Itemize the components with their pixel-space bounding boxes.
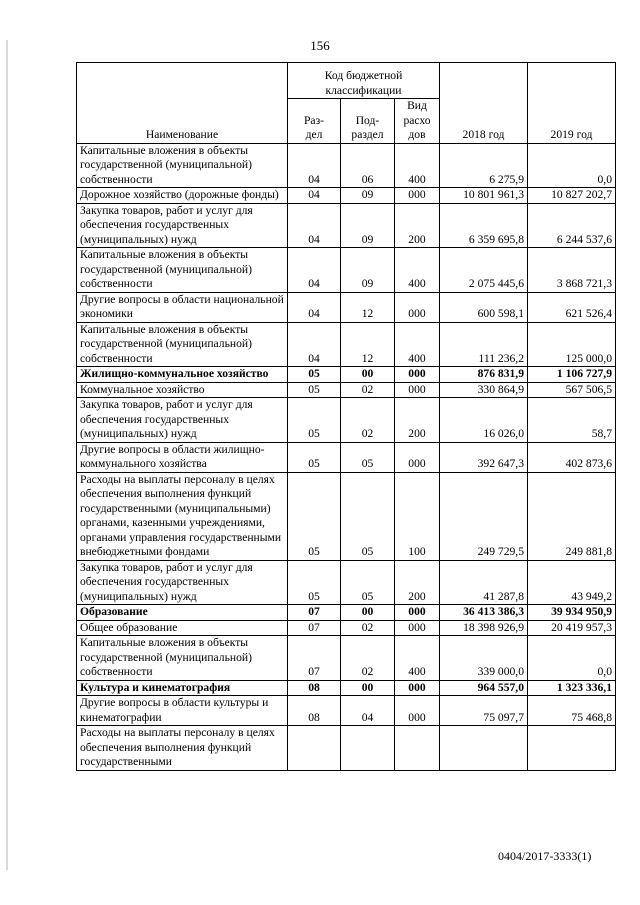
header-code-group: Код бюджетной классификации [288,63,440,99]
row-2018-value-cell: 392 647,3 [440,442,528,472]
row-name-cell: Капитальные вложения в объекты государственной (муниципальной) собственности [77,143,288,188]
row-subsection-cell: 04 [341,696,395,726]
row-subsection-cell: 05 [341,560,395,605]
row-name-cell: Культура и кинематография [77,680,288,696]
row-expense-type-cell: 000 [395,292,440,322]
row-name-cell: Капитальные вложения в объекты государственной (муниципальной) собственности [77,636,288,681]
row-2019-value-cell: 0,0 [528,636,616,681]
row-section-cell: 04 [288,203,341,248]
row-subsection-cell: 00 [341,605,395,621]
table-row [77,442,616,472]
row-2019-value-cell: 567 506,5 [528,382,616,398]
table-row [77,605,616,621]
row-name-cell: Капитальные вложения в объекты государственной (муниципальной) собственности [77,322,288,367]
row-name-cell: Образование [77,605,288,621]
row-2018-value-cell: 36 413 386,3 [440,605,528,621]
row-expense-type-cell: 400 [395,143,440,188]
row-expense-type-cell [395,726,440,771]
row-section-cell: 05 [288,442,341,472]
table-row [77,188,616,204]
row-section-cell: 04 [288,143,341,188]
row-2019-value-cell: 621 526,4 [528,292,616,322]
row-2019-value-cell: 3 868 721,3 [528,248,616,293]
row-name-cell: Коммунальное хозяйство [77,382,288,398]
table-row [77,472,616,560]
row-2019-value-cell: 20 419 957,3 [528,620,616,636]
row-2018-value-cell: 6 275,9 [440,143,528,188]
row-name-cell: Другие вопросы в области национальной экономики [77,292,288,322]
scan-edge-mark [6,40,8,870]
row-section-cell: 05 [288,398,341,443]
row-2018-value-cell: 2 075 445,6 [440,248,528,293]
row-expense-type-cell: 400 [395,248,440,293]
header-year-2019: 2019 год [528,63,616,144]
table-row [77,398,616,443]
row-expense-type-cell: 200 [395,398,440,443]
row-subsection-cell: 09 [341,203,395,248]
header-section: Раз- дел [288,99,341,144]
row-subsection-cell: 00 [341,367,395,383]
table-row [77,620,616,636]
row-name-cell: Закупка товаров, работ и услуг для обеспечения государственных (муниципальных) нужд [77,203,288,248]
row-2019-value-cell: 39 934 950,9 [528,605,616,621]
row-section-cell: 07 [288,636,341,681]
row-subsection-cell: 06 [341,143,395,188]
row-2018-value-cell: 41 287,8 [440,560,528,605]
row-expense-type-cell: 000 [395,680,440,696]
budget-table [76,62,616,771]
row-2018-value-cell: 111 236,2 [440,322,528,367]
table-row [77,248,616,293]
row-expense-type-cell: 000 [395,605,440,621]
row-name-cell: Другие вопросы в области культуры и кинематографии [77,696,288,726]
row-subsection-cell: 12 [341,292,395,322]
row-2019-value-cell: 43 949,2 [528,560,616,605]
document-code: 0404/2017-3333(1) [498,849,592,863]
row-2019-value-cell: 1 106 727,9 [528,367,616,383]
row-subsection-cell: 05 [341,472,395,560]
table-row [77,382,616,398]
row-name-cell: Расходы на выплаты персоналу в целях обеспечения выполнения функций государственными (муниципальными) органами, казенными учреждениями, органами управления государственными внебюджетными фондами [77,472,288,560]
row-2019-value-cell: 125 000,0 [528,322,616,367]
row-section-cell: 05 [288,472,341,560]
row-section-cell: 05 [288,367,341,383]
table-row [77,322,616,367]
row-section-cell [288,726,341,771]
row-section-cell: 04 [288,292,341,322]
row-2018-value-cell: 249 729,5 [440,472,528,560]
row-2018-value-cell: 876 831,9 [440,367,528,383]
header-name: Наименование [77,63,288,144]
row-subsection-cell: 05 [341,442,395,472]
table-row [77,680,616,696]
table-row [77,726,616,771]
table-row [77,143,616,188]
row-2019-value-cell: 0,0 [528,143,616,188]
row-2018-value-cell: 600 598,1 [440,292,528,322]
row-section-cell: 07 [288,605,341,621]
row-2018-value-cell: 339 000,0 [440,636,528,681]
table-row [77,203,616,248]
row-section-cell: 07 [288,620,341,636]
row-expense-type-cell: 100 [395,472,440,560]
row-2019-value-cell: 10 827 202,7 [528,188,616,204]
row-2018-value-cell: 10 801 961,3 [440,188,528,204]
row-2019-value-cell: 6 244 537,6 [528,203,616,248]
row-expense-type-cell: 000 [395,382,440,398]
row-section-cell: 04 [288,248,341,293]
table-row [77,292,616,322]
row-2019-value-cell: 402 873,6 [528,442,616,472]
row-2018-value-cell: 75 097,7 [440,696,528,726]
row-expense-type-cell: 200 [395,560,440,605]
row-2018-value-cell: 330 864,9 [440,382,528,398]
row-name-cell: Общее образование [77,620,288,636]
row-2018-value-cell: 6 359 695,8 [440,203,528,248]
row-name-cell: Расходы на выплаты персоналу в целях обеспечения выполнения функций государственными [77,726,288,771]
row-section-cell: 08 [288,680,341,696]
row-name-cell: Жилищно-коммунальное хозяйство [77,367,288,383]
row-subsection-cell [341,726,395,771]
row-subsection-cell: 00 [341,680,395,696]
row-2019-value-cell: 249 881,8 [528,472,616,560]
row-expense-type-cell: 000 [395,696,440,726]
row-expense-type-cell: 400 [395,636,440,681]
row-section-cell: 04 [288,322,341,367]
row-2018-value-cell: 964 557,0 [440,680,528,696]
row-name-cell: Закупка товаров, работ и услуг для обеспечения государственных (муниципальных) нужд [77,398,288,443]
row-section-cell: 08 [288,696,341,726]
row-expense-type-cell: 000 [395,442,440,472]
row-subsection-cell: 02 [341,398,395,443]
row-expense-type-cell: 000 [395,367,440,383]
row-subsection-cell: 02 [341,382,395,398]
row-2019-value-cell: 58,7 [528,398,616,443]
table-row [77,696,616,726]
row-2019-value-cell [528,726,616,771]
page-number: 156 [310,38,330,53]
row-name-cell: Другие вопросы в области жилищно-коммунального хозяйства [77,442,288,472]
row-expense-type-cell: 000 [395,620,440,636]
row-expense-type-cell: 000 [395,188,440,204]
row-subsection-cell: 02 [341,636,395,681]
row-2018-value-cell [440,726,528,771]
header-subsection: Под- раздел [341,99,395,144]
row-name-cell: Дорожное хозяйство (дорожные фонды) [77,188,288,204]
row-name-cell: Закупка товаров, работ и услуг для обеспечения государственных (муниципальных) нужд [77,560,288,605]
row-2018-value-cell: 16 026,0 [440,398,528,443]
row-expense-type-cell: 400 [395,322,440,367]
row-name-cell: Капитальные вложения в объекты государственной (муниципальной) собственности [77,248,288,293]
table-row [77,636,616,681]
row-subsection-cell: 09 [341,248,395,293]
row-2019-value-cell: 1 323 336,1 [528,680,616,696]
row-section-cell: 05 [288,382,341,398]
table-body [77,143,616,770]
row-2019-value-cell: 75 468,8 [528,696,616,726]
row-subsection-cell: 02 [341,620,395,636]
header-expense-type: Вид расхо дов [395,99,440,144]
row-section-cell: 04 [288,188,341,204]
header-year-2018: 2018 год [440,63,528,144]
table-row [77,560,616,605]
row-2018-value-cell: 18 398 926,9 [440,620,528,636]
row-expense-type-cell: 200 [395,203,440,248]
row-subsection-cell: 09 [341,188,395,204]
row-subsection-cell: 12 [341,322,395,367]
row-section-cell: 05 [288,560,341,605]
table-row [77,367,616,383]
